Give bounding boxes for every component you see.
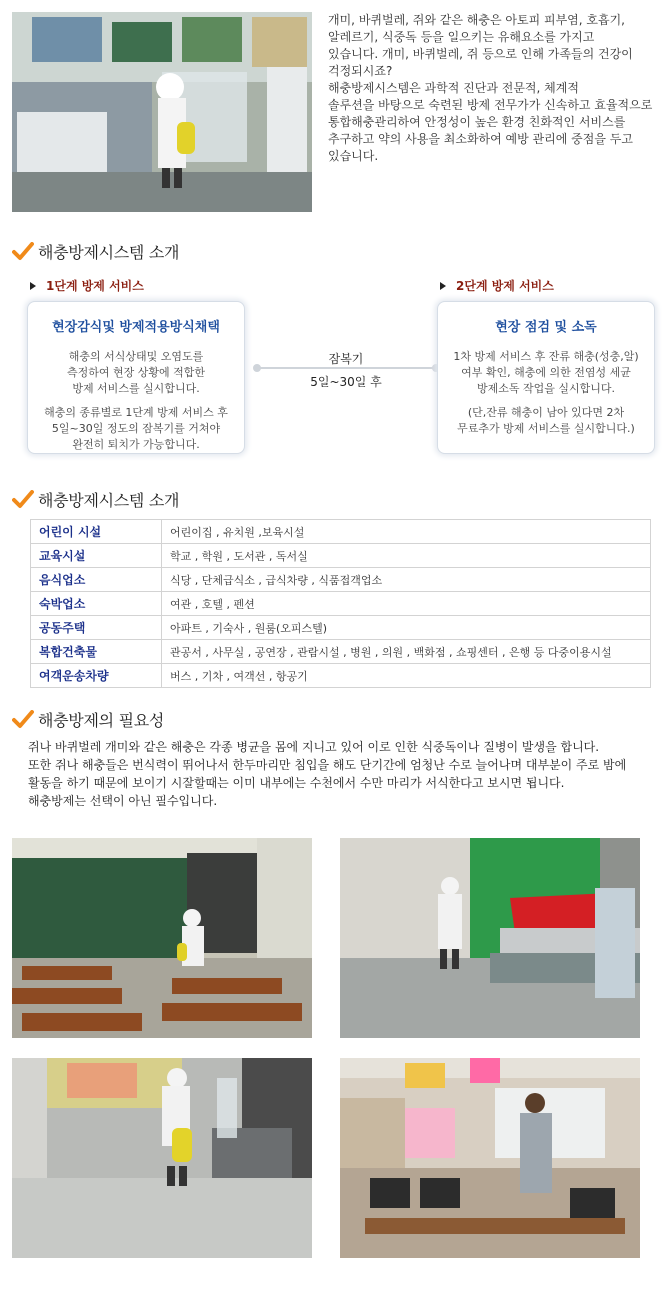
necessity-line: 해충방제는 선택이 아닌 필수입니다. (28, 794, 218, 808)
facility-table (30, 519, 651, 688)
triangle-icon (440, 282, 446, 290)
necessity-line: 활동을 하기 때문에 보이기 시잘할때는 이미 내부에는 수천에서 수만 마리가 서식한다고 보시면 됩니다. (28, 776, 565, 790)
intro-description (328, 12, 663, 165)
intro-line: 있습니다. 개미, 바퀴벌레, 쥐 등으로 인해 가족들의 건강이 (328, 47, 633, 61)
table-row (31, 640, 651, 664)
step1-label: 1단계 방제 서비스 (30, 277, 144, 294)
intro-line: 알레르기, 식중독 등을 일으키는 유해요소를 가지고 (328, 30, 595, 44)
intro-line: 추구하고 약의 사용을 최소화하여 예방 관리에 중점을 두고 (328, 132, 633, 146)
facility-category: 복합건축물 (31, 640, 162, 664)
triangle-icon (30, 282, 36, 290)
step1-note: 해충의 종류별로 1단계 방제 서비스 후 5일~30일 정도의 잠복기를 거쳐야 완전히 퇴치가 가능합니다. (44, 406, 228, 451)
intro-line: 해충방제시스템은 과학적 진단과 전문적, 체계적 (328, 81, 579, 95)
facility-category: 숙박업소 (31, 592, 162, 616)
facility-items: 여관 , 호텔 , 펜션 (162, 592, 651, 616)
intro-line: 통합해충관리하여 안정성이 높은 환경 친화적인 서비스를 (328, 115, 626, 129)
section-title-intro: 해충방제시스템 소개 (12, 240, 179, 263)
intro-line: 솔루션을 바탕으로 숙련된 방제 전무가가 신속하고 효율적으로 (328, 98, 653, 112)
incubation-period: 5일~30일 후 (310, 375, 382, 389)
section-title-necessity: 해충방제의 필요성 (12, 708, 164, 731)
facility-category: 여객운송차량 (31, 664, 162, 688)
table-row (31, 664, 651, 688)
step1-box (27, 301, 245, 454)
table-row (31, 568, 651, 592)
facility-items: 아파트 , 기숙사 , 원룸(오피스텔) (162, 616, 651, 640)
step-connector-line (256, 367, 436, 369)
step2-title: 현장 점검 및 소독 (495, 320, 597, 335)
facility-items: 버스 , 기차 , 여객선 , 항공기 (162, 664, 651, 688)
classroom-spraying-photo (12, 838, 312, 1038)
table-row (31, 616, 651, 640)
intro-line: 있습니다. (328, 149, 379, 163)
check-icon (12, 242, 34, 262)
lab-spraying-photo (12, 1058, 312, 1258)
facility-category: 교육시설 (31, 544, 162, 568)
step2-box (437, 301, 655, 454)
incubation-label: 잠복기 (328, 352, 364, 366)
table-row (31, 592, 651, 616)
necessity-line: 또한 쥐나 해충들은 번식력이 뛰어나서 한두마리만 침입을 해도 단기간에 엄청난 수로 늘어나며 대부분이 주로 밤에 (28, 758, 627, 772)
necessity-description (28, 738, 658, 810)
necessity-line: 쥐나 바퀴벌레 개미와 같은 해충은 각종 병균을 몸에 지니고 있어 이로 인한 식중독이나 질병이 발생을 합니다. (28, 740, 600, 754)
computer-room-spraying-photo (340, 1058, 640, 1258)
facility-items: 어린이집 , 유치원 ,보육시설 (162, 520, 651, 544)
intro-line: 개미, 바퀴벌레, 쥐와 같은 해충은 아토피 피부염, 호흡기, (328, 13, 625, 27)
facility-items: 관공서 , 사무실 , 공연장 , 관람시설 , 병원 , 의원 , 백화점 , 쇼핑센터 , 은행 등 다중이용시설 (162, 640, 651, 664)
facility-category: 공동주택 (31, 616, 162, 640)
facility-items: 학교 , 학원 , 도서관 , 독서실 (162, 544, 651, 568)
facility-category: 음식업소 (31, 568, 162, 592)
facility-items: 식당 , 단체급식소 , 급식차량 , 식품접객업소 (162, 568, 651, 592)
step2-label: 2단계 방제 서비스 (440, 277, 554, 294)
exhibit-spraying-photo (12, 12, 312, 212)
step2-note: (단,잔류 해충이 남아 있다면 2차 무료추가 방제 서비스를 실시합니다.) (457, 406, 635, 435)
step1-title: 현장감식및 방제적용방식채택 (52, 320, 220, 335)
table-row (31, 544, 651, 568)
section-title-facilities: 해충방제시스템 소개 (12, 488, 179, 511)
step1-description: 해충의 서식상태및 오염도를 측정하여 현장 상황에 적합한 방제 서비스를 실시합니다. (66, 350, 205, 395)
table-row (31, 520, 651, 544)
intro-line: 걱정되시죠? (328, 64, 393, 78)
step2-description: 1차 방제 서비스 후 잔류 해충(성충,알) 여부 확인, 해충에 의한 전염성 세균 방제소독 작업을 실시합니다. (453, 350, 639, 395)
car-exhibit-spraying-photo (340, 838, 640, 1038)
check-icon (12, 710, 34, 730)
check-icon (12, 490, 34, 510)
facility-category: 어린이 시설 (31, 520, 162, 544)
